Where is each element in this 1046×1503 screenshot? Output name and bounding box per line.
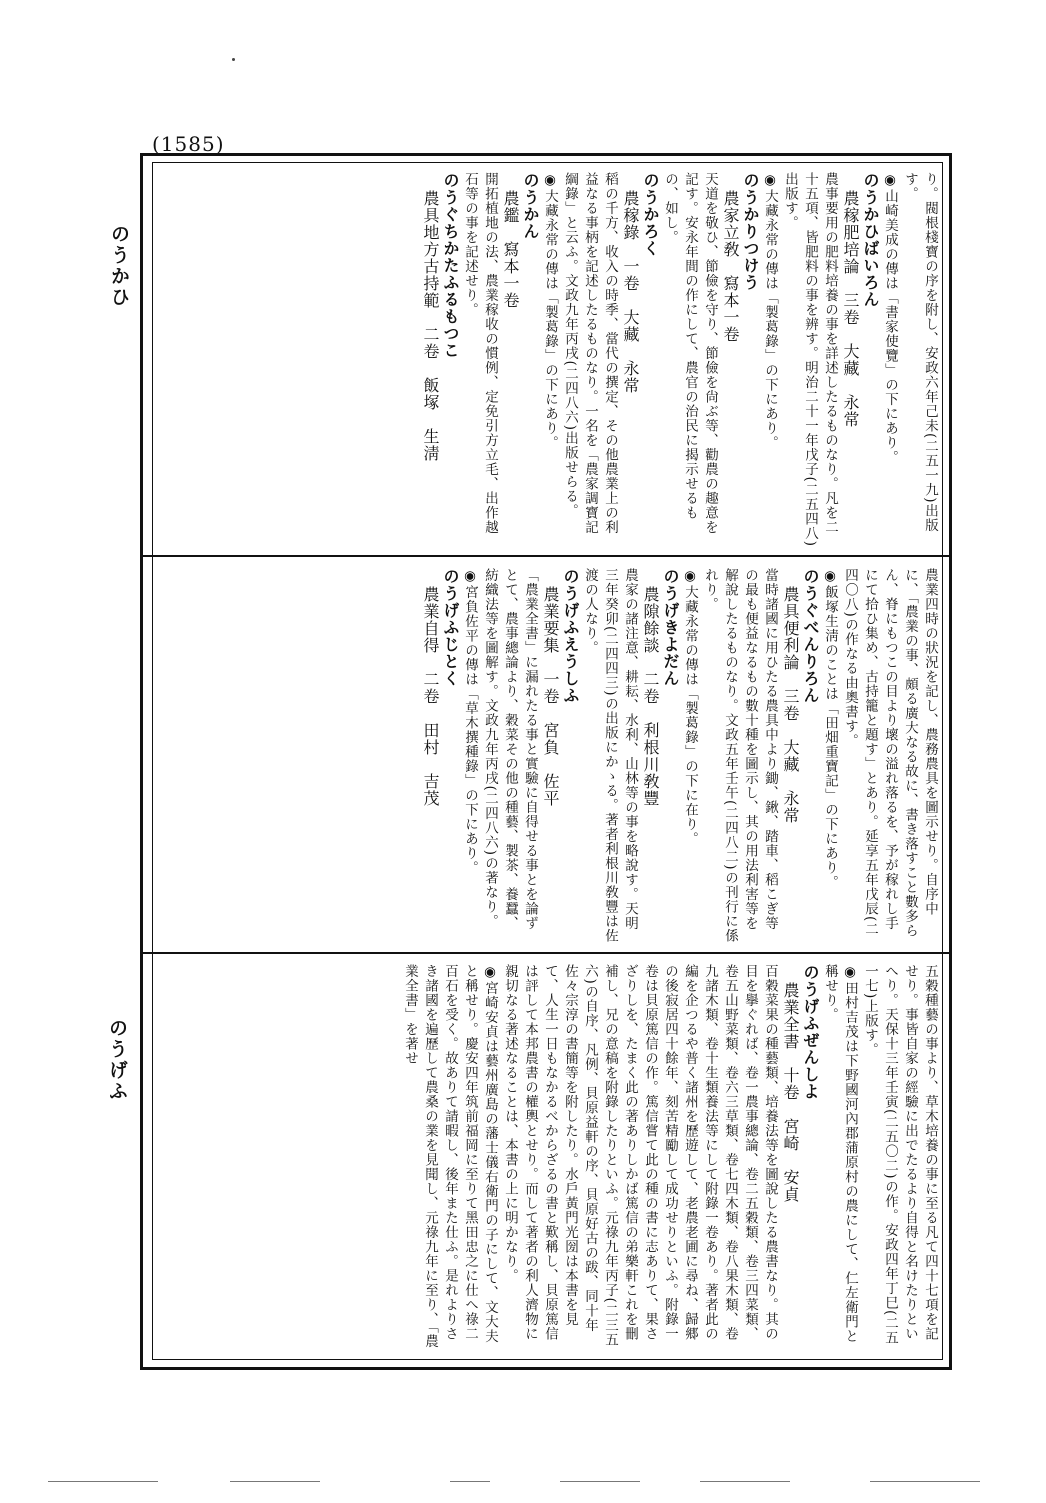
- scan-artifact-line: [700, 1481, 790, 1482]
- entry-title: 農隙餘談 二卷 利根川敎豐: [641, 586, 660, 807]
- entry-text: 「農業全書」に漏れたる事と實驗に自得せる事とを論ずとて、農事總論より、穀菜その他の種藝、製茶、養蠶、紡織法等を圖解す。文政九年丙戌(二四八六)の著なり。: [482, 568, 538, 931]
- scan-artifact-line: [560, 1481, 640, 1482]
- scan-artifact-line: [450, 1481, 490, 1482]
- side-label-bottom: のうげふ: [106, 1018, 128, 1102]
- entry-title: 農具地方古持範 二卷 飯塚 生淸: [421, 190, 440, 462]
- entry-text: ◉大藏永常の傳は「製葛錄」の下に在り。: [682, 568, 698, 846]
- entry-title: 農鑑 寫本一卷: [501, 190, 520, 309]
- entry-title: 農家立敎 寫本一卷: [721, 190, 740, 343]
- entry-heading: のうかひばいろん: [861, 172, 880, 308]
- entry-heading: のうぐべんりろん: [801, 568, 820, 704]
- entry-heading: のうかん: [521, 172, 540, 240]
- entry-title: 農業全書 十卷 宮崎 安貞: [781, 982, 800, 1203]
- entry-title: 農稼錄 一卷 大藏 永常: [621, 190, 640, 394]
- entry-text: 稻の千方、收入の時季、當代の撰定、その他農業上の利益なる事柄を記述したるものなり。一名を「農家調寶記綱錄」と云ふ。文政九年丙戌(二四八六)出版せらる。: [562, 172, 618, 535]
- entry-heading: のうげふじとく: [441, 568, 460, 687]
- entry-heading: のうかりつけう: [741, 172, 760, 291]
- entry-text: ◉山崎美成の傳は「書家使覽」の下にあり。: [882, 172, 898, 465]
- entry-text: ◉大藏永常の傳は「製葛錄」の下にあり。: [762, 172, 778, 450]
- entry-title: 農業要集 一卷 宮負 佐平: [541, 586, 560, 807]
- side-label-top: のうかひ: [108, 224, 130, 308]
- scan-artifact-line: [48, 1481, 158, 1482]
- scan-artifact-line: [230, 1481, 320, 1482]
- entry-text: り。閥根棧寶の序を附し、安政六年己未(二五一九)出版す。: [902, 172, 938, 533]
- entry-heading: のうげふぜんしよ: [801, 964, 820, 1100]
- entry-heading: のうかろく: [641, 172, 660, 257]
- entry-text: ◉飯塚生淸のことは「田畑重寶記」の下にあり。: [822, 568, 838, 890]
- entry-text: 當時諸國に用ひたる農具中より鋤、鍬、踏車、稻こぎ等の最も便益なるもの數十種を圖示し、其の用法利害等を解說したるものなり。文政五年壬午(二四八二)の刊行に係れり。: [702, 568, 778, 944]
- entry-text: 五穀種藝の事より、草木培養の事に至る凡て四十七項を記せり。事皆自家の經驗に出でたるより自得と名けたりといへり。天保十三年壬寅(二五〇二)の作。安政四年丁巳(二五一七)上版す。: [862, 964, 938, 1346]
- section-divider: [141, 555, 951, 557]
- scan-artifact-line: [870, 1481, 980, 1482]
- entry-text: ◉宮負佐平の傳は「草木撰種錄」の下にあり。: [462, 568, 478, 875]
- entry-heading: のうげきよだん: [661, 568, 680, 687]
- entry-text: ◉宮崎安貞は藝州廣島の藩士儀右衛門の子にして、文大夫と稱せり。慶安四年筑前福岡に至りて黑田忠之に仕へ祿二百石を受く。故ありて請暇し、後年また仕ふ。是れよりさき諸國を遍歷して農桑の業を見聞し、元祿九年に至り、「農業全書」を著せ: [402, 964, 498, 1349]
- entry-text: 百穀菜果の種藝類、培養法等を圖說したる農書なり。其の目を擧ぐれば、卷一農事總論、卷二五穀類、卷三四菜類、卷五山野菜類、卷六三草類、卷七四木類、卷八果木類、卷九諸木類、卷十生類養法等にして附錄一卷あり。著者此の編を企つるや普く諸州を歷遊して、老農老圃に尋ね、歸郷の後寂居四十餘年、刻苦精勵して成功せりといふ。附錄一卷は貝原篤信の作。篤信嘗て此の種の書に志ありて、果さざりしを、たまく此の著ありしかば篤信の弟樂軒これを刪補し、兄の意稿を附錄したりといふ。元祿九年丙子(二三五六)の自序、凡例、貝原益軒の序、貝原好古の跋、同十年佐々宗淳の書簡等を附したり。水戶黃門光圀は本書を見て、人生一日もなかるべからざるの書と歎稱し、貝原篤信は評して本邦農書の權輿とせり。而して著者の利人濟物に親切なる著述なることは、本書の上に明かなり。: [502, 964, 778, 1348]
- entry-title: 農業自得 二卷 田村 吉茂: [421, 586, 440, 807]
- dictionary-section-bottom: [160, 964, 940, 1354]
- entry-text: ◉田村吉茂は下野國河內郡蒲原村の農にして、仁左衛門と稱せり。: [822, 964, 858, 1344]
- entry-text: 農業四時の狀況を記し、農務農具を圖示せり。自序中に、「農業の事、頗る廣大なる故に、書き落すこと數多らん、脊にもつこの目より壞の溢れ落るを、予が稼れし手にて拾ひ集め、古持籠と題す」とあり。延享五年戊辰(二四〇八)の作なる由奧書す。: [842, 568, 938, 939]
- entry-title: 農稼肥培論 三卷 大藏 永常: [841, 190, 860, 428]
- entry-title: 農具便利論 三卷 大藏 永常: [781, 586, 800, 824]
- entry-heading: のうぐちかたふるもつこ: [441, 172, 460, 359]
- scan-speck: [232, 58, 235, 61]
- entry-text: 農家の諸注意、耕耘、水利、山林等の事を略說す。天明三年癸卯(二四四三)の出版にかゝる。著者利根川敎豐は佐渡の人なり。: [582, 568, 638, 944]
- dictionary-section-top: [160, 172, 940, 548]
- entry-text: ◉大藏永常の傳は「製葛錄」の下にあり。: [542, 172, 558, 450]
- page-number: (1585): [152, 132, 225, 156]
- dictionary-section-middle: [160, 568, 940, 944]
- entry-text: 開拓植地の法、農業稼收の慣例、定免引方立毛、出作越石等の事を記述せり。: [462, 172, 498, 535]
- entry-text: 天道を敬ひ、節儉を守り、節儉を尙ぶ等、勸農の趣意を記す。安永年間の作にして、農官の治民に揭示せるもの、如し。: [662, 172, 718, 535]
- section-divider: [141, 952, 951, 954]
- entry-text: 農事要用の肥料培養の事を詳述したるものなり。凡を二十五項、皆肥料の事を辨す。明治二十一年戊子(二五四八)出版す。: [782, 172, 838, 548]
- entry-heading: のうげふえうしふ: [561, 568, 580, 704]
